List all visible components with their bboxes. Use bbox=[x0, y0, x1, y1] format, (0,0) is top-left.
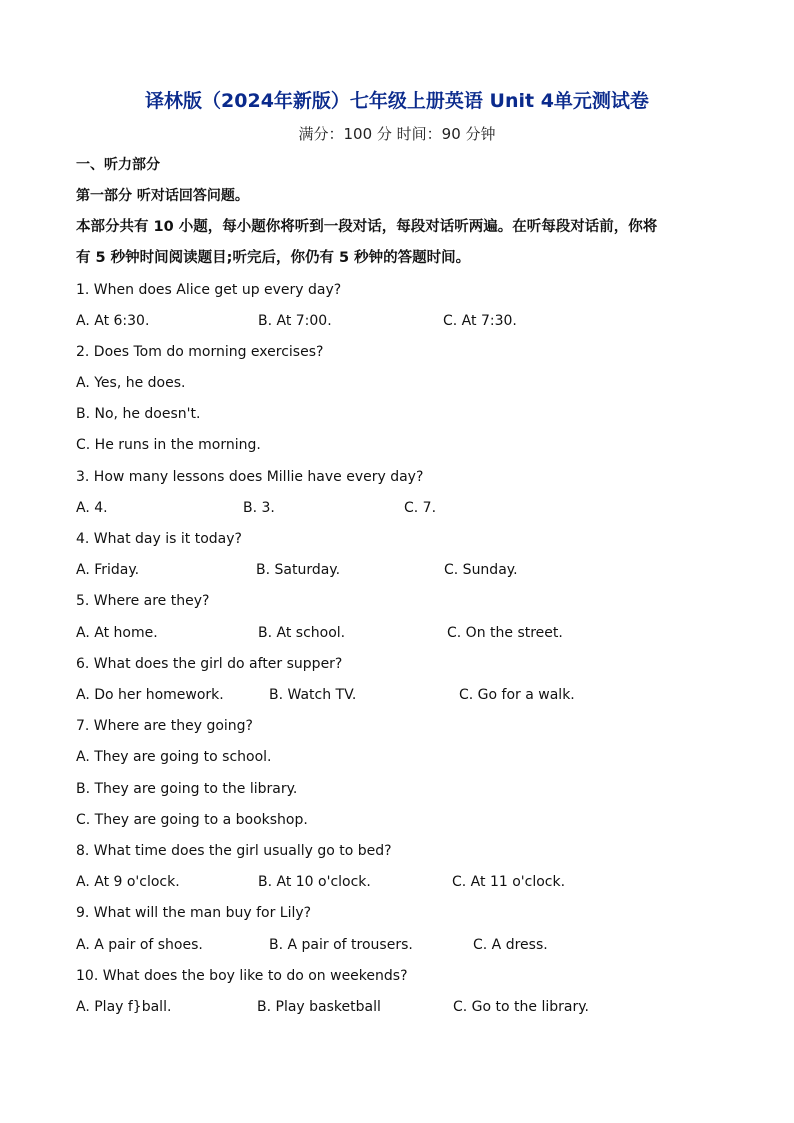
question-text: 3. How many lessons does Millie have every day? bbox=[76, 469, 424, 485]
instruction-line-1: 本部分共有 10 小题，每小题你将听到一段对话，每段对话听两遍。在听每段对话前，你将 bbox=[76, 219, 658, 235]
option-c: C. Go for a walk. bbox=[459, 687, 575, 703]
option-c: C. Sunday. bbox=[444, 562, 518, 578]
question-1-options bbox=[76, 312, 736, 330]
option-b: B. At school. bbox=[258, 625, 346, 641]
exam-subtitle: 满分：100 分 时间：90 分钟 bbox=[298, 125, 496, 143]
section-heading: 一、听力部分 bbox=[76, 157, 160, 173]
option-b: B. At 7:00. bbox=[258, 313, 332, 329]
option-a: A. 4. bbox=[76, 500, 108, 516]
question-text: 9. What will the man buy for Lily? bbox=[76, 905, 312, 921]
question-10-options bbox=[76, 998, 736, 1016]
option-a: A. They are going to school. bbox=[76, 749, 272, 765]
question-8-options bbox=[76, 873, 736, 891]
option-b: B. Play basketball bbox=[257, 999, 381, 1015]
question-4-options bbox=[76, 561, 736, 579]
question-4 bbox=[76, 530, 736, 548]
question-8 bbox=[76, 842, 736, 860]
question-2-option-b bbox=[76, 405, 736, 423]
part-heading: 第一部分 听对话回答问题。 bbox=[76, 188, 249, 204]
option-a: A. A pair of shoes. bbox=[76, 937, 203, 953]
question-7-option-a bbox=[76, 748, 736, 766]
option-b: B. At 10 o'clock. bbox=[258, 874, 371, 890]
option-a: A. At home. bbox=[76, 625, 158, 641]
option-a: A. At 6:30. bbox=[76, 313, 150, 329]
question-6-options bbox=[76, 686, 736, 704]
question-2 bbox=[76, 343, 736, 361]
option-b: B. A pair of trousers. bbox=[269, 937, 413, 953]
option-b: B. Saturday. bbox=[256, 562, 341, 578]
question-9 bbox=[76, 904, 736, 922]
option-a: A. At 9 o'clock. bbox=[76, 874, 180, 890]
option-a: A. Play f}ball. bbox=[76, 999, 172, 1015]
option-a: A. Friday. bbox=[76, 562, 140, 578]
question-7 bbox=[76, 717, 736, 735]
option-c: C. Go to the library. bbox=[453, 999, 589, 1015]
question-6 bbox=[76, 655, 736, 673]
option-c: C. At 7:30. bbox=[443, 313, 517, 329]
option-a: A. Yes, he does. bbox=[76, 375, 186, 391]
question-5-options bbox=[76, 624, 736, 642]
option-c: C. On the street. bbox=[447, 625, 563, 641]
question-text: 1. When does Alice get up every day? bbox=[76, 282, 342, 298]
question-7-option-b bbox=[76, 780, 736, 798]
question-10 bbox=[76, 967, 736, 985]
question-text: 10. What does the boy like to do on weekends? bbox=[76, 968, 408, 984]
question-9-options bbox=[76, 936, 736, 954]
exam-title: 译林版（2024年新版）七年级上册英语 Unit 4单元测试卷 bbox=[145, 90, 649, 112]
question-text: 4. What day is it today? bbox=[76, 531, 242, 547]
option-b: B. They are going to the library. bbox=[76, 781, 298, 797]
question-2-option-a bbox=[76, 374, 736, 392]
option-c: C. He runs in the morning. bbox=[76, 437, 261, 453]
option-b: B. No, he doesn't. bbox=[76, 406, 201, 422]
question-3-options bbox=[76, 499, 736, 517]
question-text: 8. What time does the girl usually go to bed? bbox=[76, 843, 392, 859]
instruction-line-2: 有 5 秒钟时间阅读题目;听完后，你仍有 5 秒钟的答题时间。 bbox=[76, 250, 471, 266]
question-7-option-c bbox=[76, 811, 736, 829]
question-text: 7. Where are they going? bbox=[76, 718, 253, 734]
option-c: C. A dress. bbox=[473, 937, 548, 953]
question-5 bbox=[76, 592, 736, 610]
option-a: A. Do her homework. bbox=[76, 687, 224, 703]
question-text: 6. What does the girl do after supper? bbox=[76, 656, 343, 672]
option-c: C. They are going to a bookshop. bbox=[76, 812, 308, 828]
option-b: B. Watch TV. bbox=[269, 687, 357, 703]
option-c: C. At 11 o'clock. bbox=[452, 874, 566, 890]
question-text: 2. Does Tom do morning exercises? bbox=[76, 344, 324, 360]
option-b: B. 3. bbox=[243, 500, 275, 516]
question-1 bbox=[76, 281, 736, 299]
question-3 bbox=[76, 468, 736, 486]
option-c: C. 7. bbox=[404, 500, 437, 516]
question-text: 5. Where are they? bbox=[76, 593, 210, 609]
question-2-option-c bbox=[76, 436, 736, 454]
